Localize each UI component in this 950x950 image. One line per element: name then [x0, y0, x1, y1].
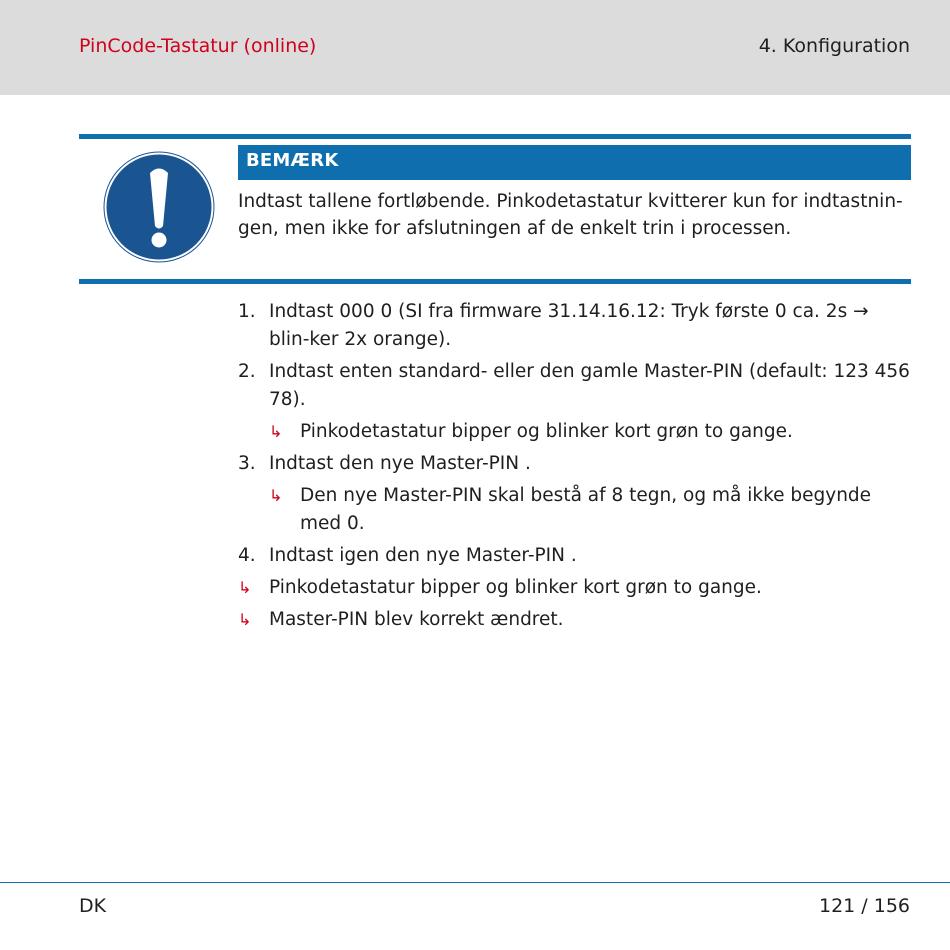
- instruction-list: [238, 298, 911, 638]
- step-item: [238, 298, 911, 354]
- document-title: PinCode-Tastatur (online): [79, 35, 317, 57]
- step-number: 1.: [238, 301, 256, 322]
- result-item: [238, 606, 911, 634]
- step-item: [238, 450, 911, 478]
- page-header: [0, 0, 950, 95]
- language-code: DK: [79, 895, 107, 917]
- result-item: [238, 574, 911, 602]
- step-text: Indtast 000 0 (SI fra firmware 31.14.16.12: Tryk første 0 ca. 2s → blin-ker 2x orange).: [269, 301, 869, 350]
- result-arrow-icon: ↳: [238, 610, 252, 629]
- notice-header: [238, 145, 911, 180]
- step-number: 4.: [238, 545, 256, 566]
- notice-text: Indtast tallene fortløbende. Pinkodetastatur kvitterer kun for indtastnin-gen, men ikke for afslutningen af de enkelt trin i processen.: [238, 191, 903, 239]
- step-text: Indtast igen den nye Master-PIN .: [269, 545, 577, 566]
- result-arrow-icon: ↳: [269, 422, 283, 441]
- notice-title: BEMÆRK: [246, 150, 339, 171]
- page-number: 121 / 156: [818, 895, 910, 917]
- result-text: Pinkodetastatur bipper og blinker kort grøn to gange.: [300, 421, 793, 442]
- result-arrow-icon: ↳: [269, 486, 283, 505]
- result-item: [269, 418, 911, 446]
- step-number: 2.: [238, 361, 256, 382]
- result-text: Den nye Master-PIN skal bestå af 8 tegn, og må ikke begynde med 0.: [300, 485, 872, 534]
- result-text: Pinkodetastatur bipper og blinker kort grøn to gange.: [269, 577, 762, 598]
- notice-bottom-rule: [79, 279, 911, 284]
- notice-top-rule: [79, 134, 911, 139]
- result-text: Master-PIN blev korrekt ændret.: [269, 609, 564, 630]
- step-item: [238, 358, 911, 414]
- step-text: Indtast enten standard- eller den gamle Master-PIN (default: 123 456 78).: [269, 361, 910, 410]
- exclamation-icon: [103, 151, 215, 263]
- step-item: [238, 542, 911, 570]
- footer-rule: [0, 882, 950, 883]
- result-arrow-icon: ↳: [238, 578, 252, 597]
- step-text: Indtast den nye Master-PIN .: [269, 453, 531, 474]
- step-number: 3.: [238, 453, 256, 474]
- result-item: [269, 482, 911, 538]
- chapter-title: 4. Konfiguration: [758, 35, 910, 57]
